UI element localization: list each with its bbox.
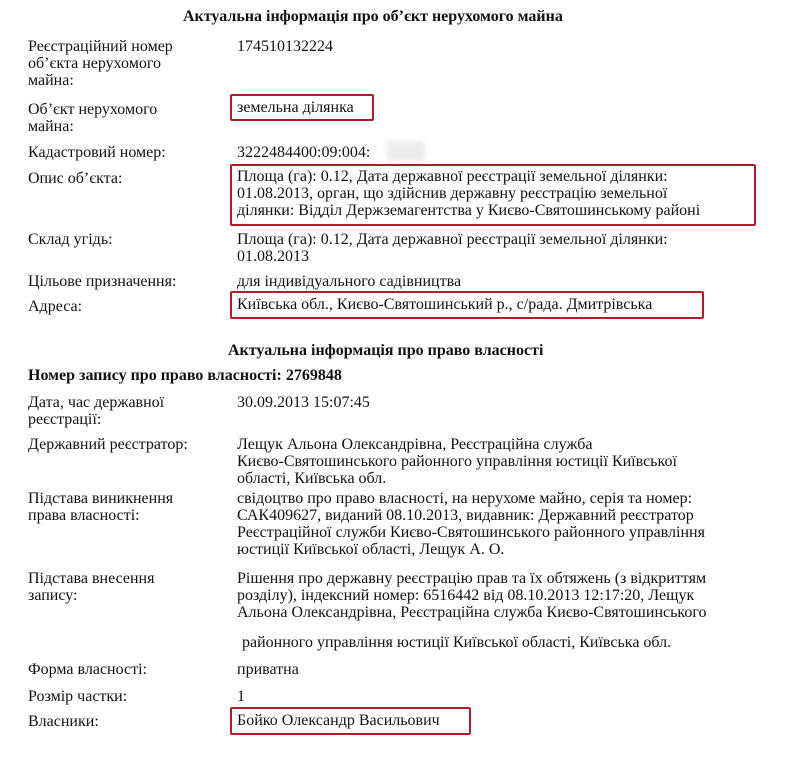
label-address: Адреса: bbox=[28, 298, 83, 315]
value-share-size: 1 bbox=[237, 688, 245, 705]
label-share-size: Розмір частки: bbox=[28, 688, 128, 705]
section-title-ownership: Актуальна інформація про право власності bbox=[228, 342, 544, 359]
label-registration-datetime: Дата, час державної реєстрації: bbox=[28, 394, 165, 428]
label-owners: Власники: bbox=[28, 713, 99, 730]
value-registration-datetime: 30.09.2013 15:07:45 bbox=[237, 394, 370, 411]
label-ownership-basis: Підстава виникнення права власності: bbox=[28, 490, 174, 524]
label-property-object: Об’єкт нерухомого майна: bbox=[28, 101, 158, 135]
label-designated-purpose: Цільове призначення: bbox=[28, 273, 177, 290]
redacted-cadastral-suffix bbox=[387, 141, 425, 161]
label-record-basis: Підстава внесення запису: bbox=[28, 570, 155, 604]
value-address: Київська обл., Києво-Святошинський р., с/рада. Дмитрівська bbox=[237, 296, 653, 313]
label-ownership-form: Форма власності: bbox=[28, 661, 147, 678]
value-state-registrar: Лещук Альона Олександрівна, Реєстраційна служба Києво-Святошинського районного управління юстиції Київської області, Київська обл. bbox=[237, 436, 677, 487]
value-object-description: Площа (га): 0.12, Дата державної реєстрації земельної ділянки: 01.08.2013, орган, що здійснив державну реєстрацію земельної ділянки: Відділ Держземагентства у Києво-Святошинському районі bbox=[237, 168, 701, 219]
label-cadastral-number: Кадастровий номер: bbox=[28, 144, 166, 161]
label-object-description: Опис об’єкта: bbox=[28, 170, 123, 187]
value-cadastral-number: 3222484400:09:004: bbox=[237, 144, 371, 161]
ownership-record-number: Номер запису про право власності: 2769848 bbox=[28, 367, 342, 384]
section-title-property: Актуальна інформація про об’єкт нерухомого майна bbox=[183, 8, 563, 25]
label-state-registrar: Державний реєстратор: bbox=[28, 436, 188, 453]
value-ownership-form: приватна bbox=[237, 661, 299, 678]
value-designated-purpose: для індивідуального садівництва bbox=[237, 273, 462, 290]
label-registration-number: Реєстраційний номер об’єкта нерухомого майна: bbox=[28, 38, 173, 89]
value-record-basis-continued: районного управління юстиції Київської області, Київська обл. bbox=[242, 634, 672, 651]
value-ownership-basis: свідоцтво про право власності, на нерухоме майно, серія та номер: САК409627, виданий 08.10.2013, видавник: Державний реєстратор Реєстраційної служби Києво-Святошинського районного управління юстиції Київської області, Лещук А. О. bbox=[237, 490, 705, 558]
label-land-composition: Склад угідь: bbox=[28, 231, 113, 248]
value-record-basis: Рішення про державну реєстрацію прав та їх обтяжень (з відкриттям розділу), індексний номер: 6516442 від 08.10.2013 12:17:20, Лещук Альона Олександрівна, Реєстраційна служба Києво-Святошинського bbox=[237, 570, 707, 621]
value-owners: Бойко Олександр Васильович bbox=[237, 712, 440, 729]
value-property-object: земельна ділянка bbox=[237, 99, 354, 116]
value-land-composition: Площа (га): 0.12, Дата державної реєстрації земельної ділянки: 01.08.2013 bbox=[237, 231, 668, 265]
value-registration-number: 174510132224 bbox=[237, 38, 333, 55]
